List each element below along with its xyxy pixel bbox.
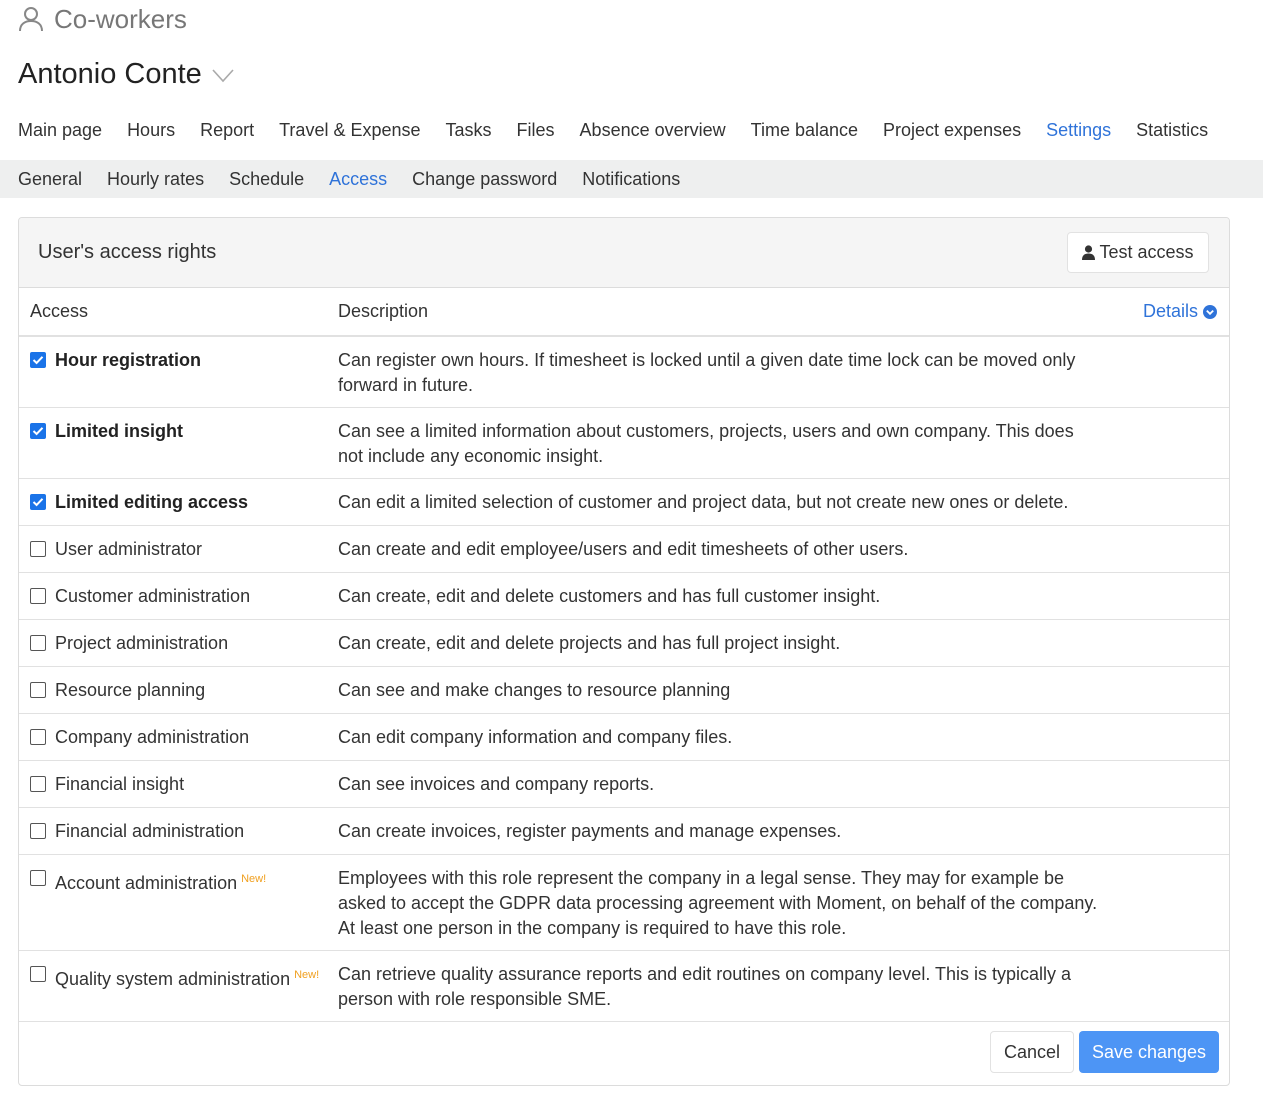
access-cell [19,619,338,666]
access-rights-panel [18,217,1230,1086]
new-badge: New! [241,872,267,885]
access-label-wrap [55,678,205,703]
sub-tab-general[interactable]: General [18,168,83,189]
access-description: Can see and make changes to resource planning [338,679,731,700]
access-option[interactable] [30,419,338,444]
access-option[interactable] [30,490,338,515]
access-description: Can create invoices, register payments and manage expenses. [338,820,842,841]
description-cell [338,713,1229,760]
column-header-description: Description [338,288,1079,336]
access-table [19,288,1229,1022]
nav-item-hours[interactable]: Hours [127,119,176,140]
access-label-wrap [55,967,319,992]
access-checkbox[interactable] [30,870,46,886]
access-label: Quality system administration [55,968,291,989]
access-option[interactable] [30,866,338,896]
table-row [19,666,1229,713]
table-row [19,713,1229,760]
test-access-label: Test access [1099,242,1194,262]
sub-tab-hourly-rates[interactable]: Hourly rates [107,168,205,189]
access-label: Financial administration [55,820,245,841]
access-label-wrap [55,537,202,562]
checkmark-icon [32,355,44,365]
access-description: Can create, edit and delete projects and has full project insight. [338,632,841,653]
access-checkbox[interactable] [30,423,46,439]
access-cell [19,807,338,854]
description-cell [338,525,1229,572]
details-header [1079,288,1229,336]
table-row [19,950,1229,1021]
nav-item-travel-expense[interactable]: Travel & Expense [279,119,421,140]
access-label-wrap [55,819,244,844]
access-label-wrap [55,725,249,750]
panel-title: User's access rights [38,241,217,263]
cancel-button[interactable]: Cancel [990,1031,1074,1073]
nav-item-time-balance[interactable]: Time balance [750,119,859,140]
access-label-wrap [55,871,266,896]
details-label: Details [1142,301,1198,321]
nav-item-project-expenses[interactable]: Project expenses [883,119,1022,140]
details-link[interactable] [1143,301,1217,322]
person-outline-icon [18,6,44,32]
save-changes-button[interactable]: Save changes [1079,1031,1219,1073]
chevron-circle-down-icon [1203,305,1217,319]
access-option[interactable] [30,962,338,992]
table-row [19,854,1229,950]
access-cell [19,525,338,572]
access-label-wrap [55,631,228,656]
access-label-wrap [55,419,183,444]
access-cell [19,336,338,407]
access-description: Can create and edit employee/users and edit timesheets of other users. [338,538,909,559]
access-cell [19,760,338,807]
access-label-wrap [55,348,201,373]
user-name: Antonio Conte [18,57,202,90]
access-description: Can edit company information and company files. [338,726,733,747]
table-row [19,525,1229,572]
description-cell [338,666,1229,713]
nav-item-tasks[interactable]: Tasks [445,119,492,140]
sub-tab-notifications[interactable]: Notifications [582,168,681,189]
access-option[interactable] [30,819,338,844]
checkmark-icon [32,497,44,507]
nav-item-main-page[interactable]: Main page [18,119,103,140]
new-badge: New! [294,968,320,981]
access-cell [19,713,338,760]
access-cell [19,950,338,1021]
description-cell [338,854,1229,950]
table-row [19,619,1229,666]
sub-tab-access[interactable]: Access [329,168,388,189]
panel-footer [19,1021,1229,1085]
access-cell [19,407,338,478]
access-checkbox[interactable] [30,494,46,510]
access-option[interactable] [30,725,338,750]
user-icon [1082,245,1095,260]
section-title: Co-workers [54,3,187,34]
panel-header [19,218,1229,288]
access-description: Can see invoices and company reports. [338,773,655,794]
chevron-down-icon[interactable] [212,69,234,83]
access-cell [19,666,338,713]
description-cell [338,336,1229,407]
access-option[interactable] [30,348,338,373]
settings-sub-nav [0,160,1263,198]
access-description: Can retrieve quality assurance reports and edit routines on company level. This is typically a person with role responsible SME. [338,963,1072,1009]
access-description: Employees with this role represent the company in a legal sense. They may for example be asked to accept the GDPR data processing agreement with Moment, on behalf of the company. At least one person in the company is required to have this role. [338,867,1098,938]
main-nav [18,114,1233,146]
table-header-row [19,288,1229,336]
table-row [19,407,1229,478]
access-option[interactable] [30,678,338,703]
access-checkbox[interactable] [30,966,46,982]
access-checkbox[interactable] [30,776,46,792]
nav-item-statistics[interactable]: Statistics [1136,119,1209,140]
access-option[interactable] [30,537,338,562]
access-checkbox[interactable] [30,541,46,557]
nav-item-report[interactable]: Report [200,119,255,140]
access-checkbox[interactable] [30,823,46,839]
access-checkbox[interactable] [30,635,46,651]
nav-item-files[interactable]: Files [516,119,555,140]
description-cell [338,760,1229,807]
user-selector[interactable] [18,54,234,94]
table-row [19,336,1229,407]
access-checkbox[interactable] [30,588,46,604]
access-label-wrap [55,584,250,609]
description-cell [338,950,1229,1021]
access-label: Hour registration [55,350,202,370]
access-label: Resource planning [55,679,206,700]
sub-tab-change-password[interactable]: Change password [412,168,558,189]
column-header-access: Access [19,288,338,336]
access-description: Can register own hours. If timesheet is locked until a given date time lock can be moved only forward in future. [338,350,1076,395]
nav-item-absence-overview[interactable]: Absence overview [579,119,726,140]
table-row [19,807,1229,854]
table-row [19,760,1229,807]
description-cell [338,478,1229,525]
access-option[interactable] [30,772,338,797]
access-label: Financial insight [55,773,185,794]
access-label: Account administration [55,872,238,893]
access-description: Can create, edit and delete customers and has full customer insight. [338,585,881,606]
checkmark-icon [32,426,44,436]
nav-item-settings[interactable]: Settings [1046,119,1112,140]
access-label: Customer administration [55,585,251,606]
access-description: Can see a limited information about customers, projects, users and own company. This does not include any economic insight. [338,420,1074,466]
access-option[interactable] [30,584,338,609]
access-checkbox[interactable] [30,352,46,368]
test-access-button[interactable] [1067,232,1209,273]
access-label-wrap [55,772,184,797]
description-cell [338,619,1229,666]
access-label: User administrator [55,538,203,559]
section-header [18,4,187,34]
access-label: Project administration [55,632,229,653]
access-label: Company administration [55,726,250,747]
access-label-wrap [55,490,248,515]
access-cell [19,572,338,619]
access-checkbox[interactable] [30,682,46,698]
access-checkbox[interactable] [30,729,46,745]
table-row [19,572,1229,619]
description-cell [338,807,1229,854]
access-cell [19,478,338,525]
sub-tab-schedule[interactable]: Schedule [229,168,305,189]
description-cell [338,407,1229,478]
access-option[interactable] [30,631,338,656]
access-label: Limited insight [55,420,183,441]
access-cell [19,854,338,950]
table-row [19,478,1229,525]
access-label: Limited editing access [55,491,249,512]
access-description: Can edit a limited selection of customer and project data, but not create new ones or delete. [338,491,1069,512]
description-cell [338,572,1229,619]
